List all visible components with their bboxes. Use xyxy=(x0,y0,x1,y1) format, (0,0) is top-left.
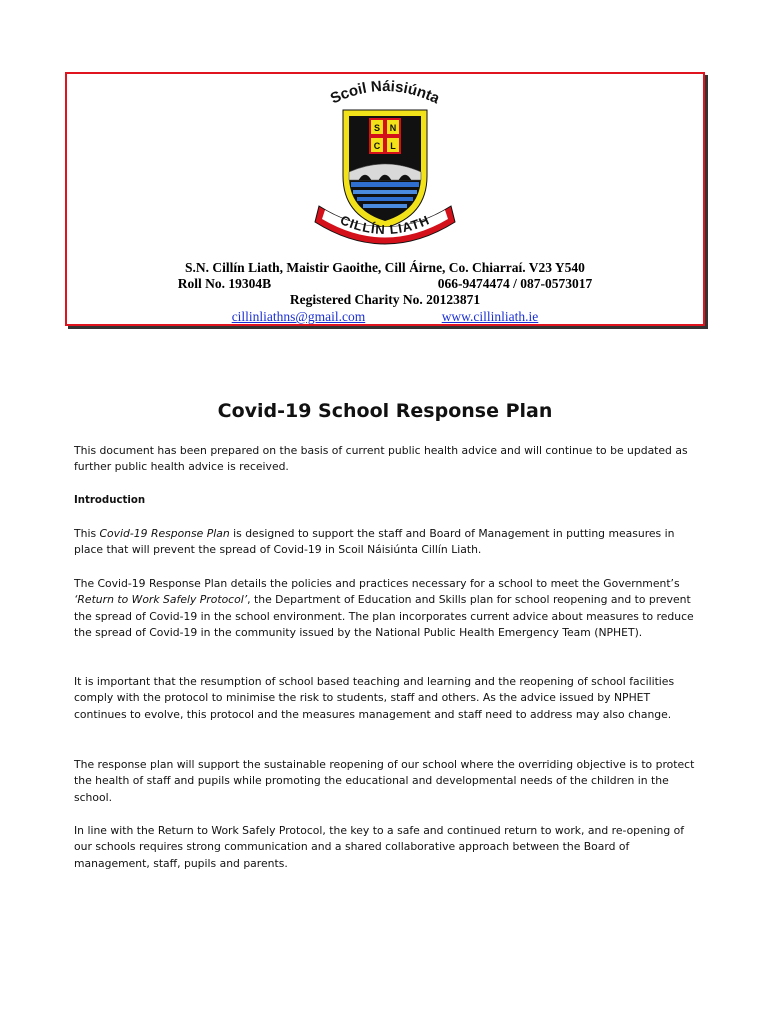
email-link[interactable]: cillinliathns@gmail.com xyxy=(231,309,366,324)
paragraph-5: In line with the Return to Work Safely Protocol, the key to a safe and continued return to work, and re-opening of our schools requires strong communication and a shared collaborative approach between the Board of management, staff, pupils and parents. xyxy=(74,824,685,870)
section-heading-introduction: Introduction xyxy=(74,495,146,506)
document-title: Covid-19 School Response Plan xyxy=(217,400,553,422)
roll-and-phone xyxy=(65,276,705,292)
p1-italic: Covid-19 Response Plan xyxy=(99,527,230,540)
intro-note: This document has been prepared on the basis of current public health advice and will continue to be updated as further public health advice is received. xyxy=(74,444,688,474)
p2-text-start: The Covid-19 Response Plan details the policies and practices necessary for a school to meet the Government’s xyxy=(74,577,680,590)
roll-number: Roll No. 19304B xyxy=(177,276,272,291)
charity-number: Registered Charity No. 20123871 xyxy=(289,292,481,307)
school-address: S.N. Cillín Liath, Maistir Gaoithe, Cill Áirne, Co. Chiarraí. V23 Y540 xyxy=(185,260,585,275)
paragraph-2 xyxy=(74,576,698,641)
p1-text-end: is designed to support the staff and Board of Management in putting measures in place that will prevent the spread of Covid-19 in Scoil Náisiúnta Cillín Liath. xyxy=(74,527,675,557)
p2-italic: ‘Return to Work Safely Protocol’ xyxy=(74,593,248,607)
p2-text-end: , the Department of Education and Skills plan for school reopening and to prevent the spread of Covid-19 in the school environment. The plan incorporates current advice about measures to reduce the spread of Covid-19 in the community issued by the National Public Health Emergency Team (NPHET). xyxy=(74,593,694,639)
paragraph-4: The response plan will support the sustainable reopening of our school where the overriding objective is to protect the health of staff and pupils while promoting the educational and developmental needs of the children in the school. xyxy=(74,758,695,804)
crest-letter-n: N xyxy=(389,123,397,133)
svg-text:Scoil Náisiúnta: Scoil Náisiúnta xyxy=(327,77,443,108)
school-crest-logo xyxy=(305,76,465,256)
phone-numbers: 066-9474474 / 087-0573017 xyxy=(437,276,593,291)
crest-letter-c: C xyxy=(373,141,381,151)
crest-letter-l: L xyxy=(390,141,396,151)
website-link[interactable]: www.cillinliath.ie xyxy=(441,309,539,324)
contact-links xyxy=(65,309,705,325)
paragraph-3: It is important that the resumption of school based teaching and learning and the reopening of school facilities comply with the protocol to minimise the risk to students, staff and others. As the advice issued by NPHET continues to evolve, this protocol and the measures management and staff need to address may also change. xyxy=(74,675,675,721)
crest-letter-s: S xyxy=(373,123,381,133)
p1-text-start: This xyxy=(74,527,100,540)
svg-text:CILLÍN LIATH: CILLÍN LIATH xyxy=(338,212,432,238)
paragraph-1 xyxy=(74,526,698,559)
